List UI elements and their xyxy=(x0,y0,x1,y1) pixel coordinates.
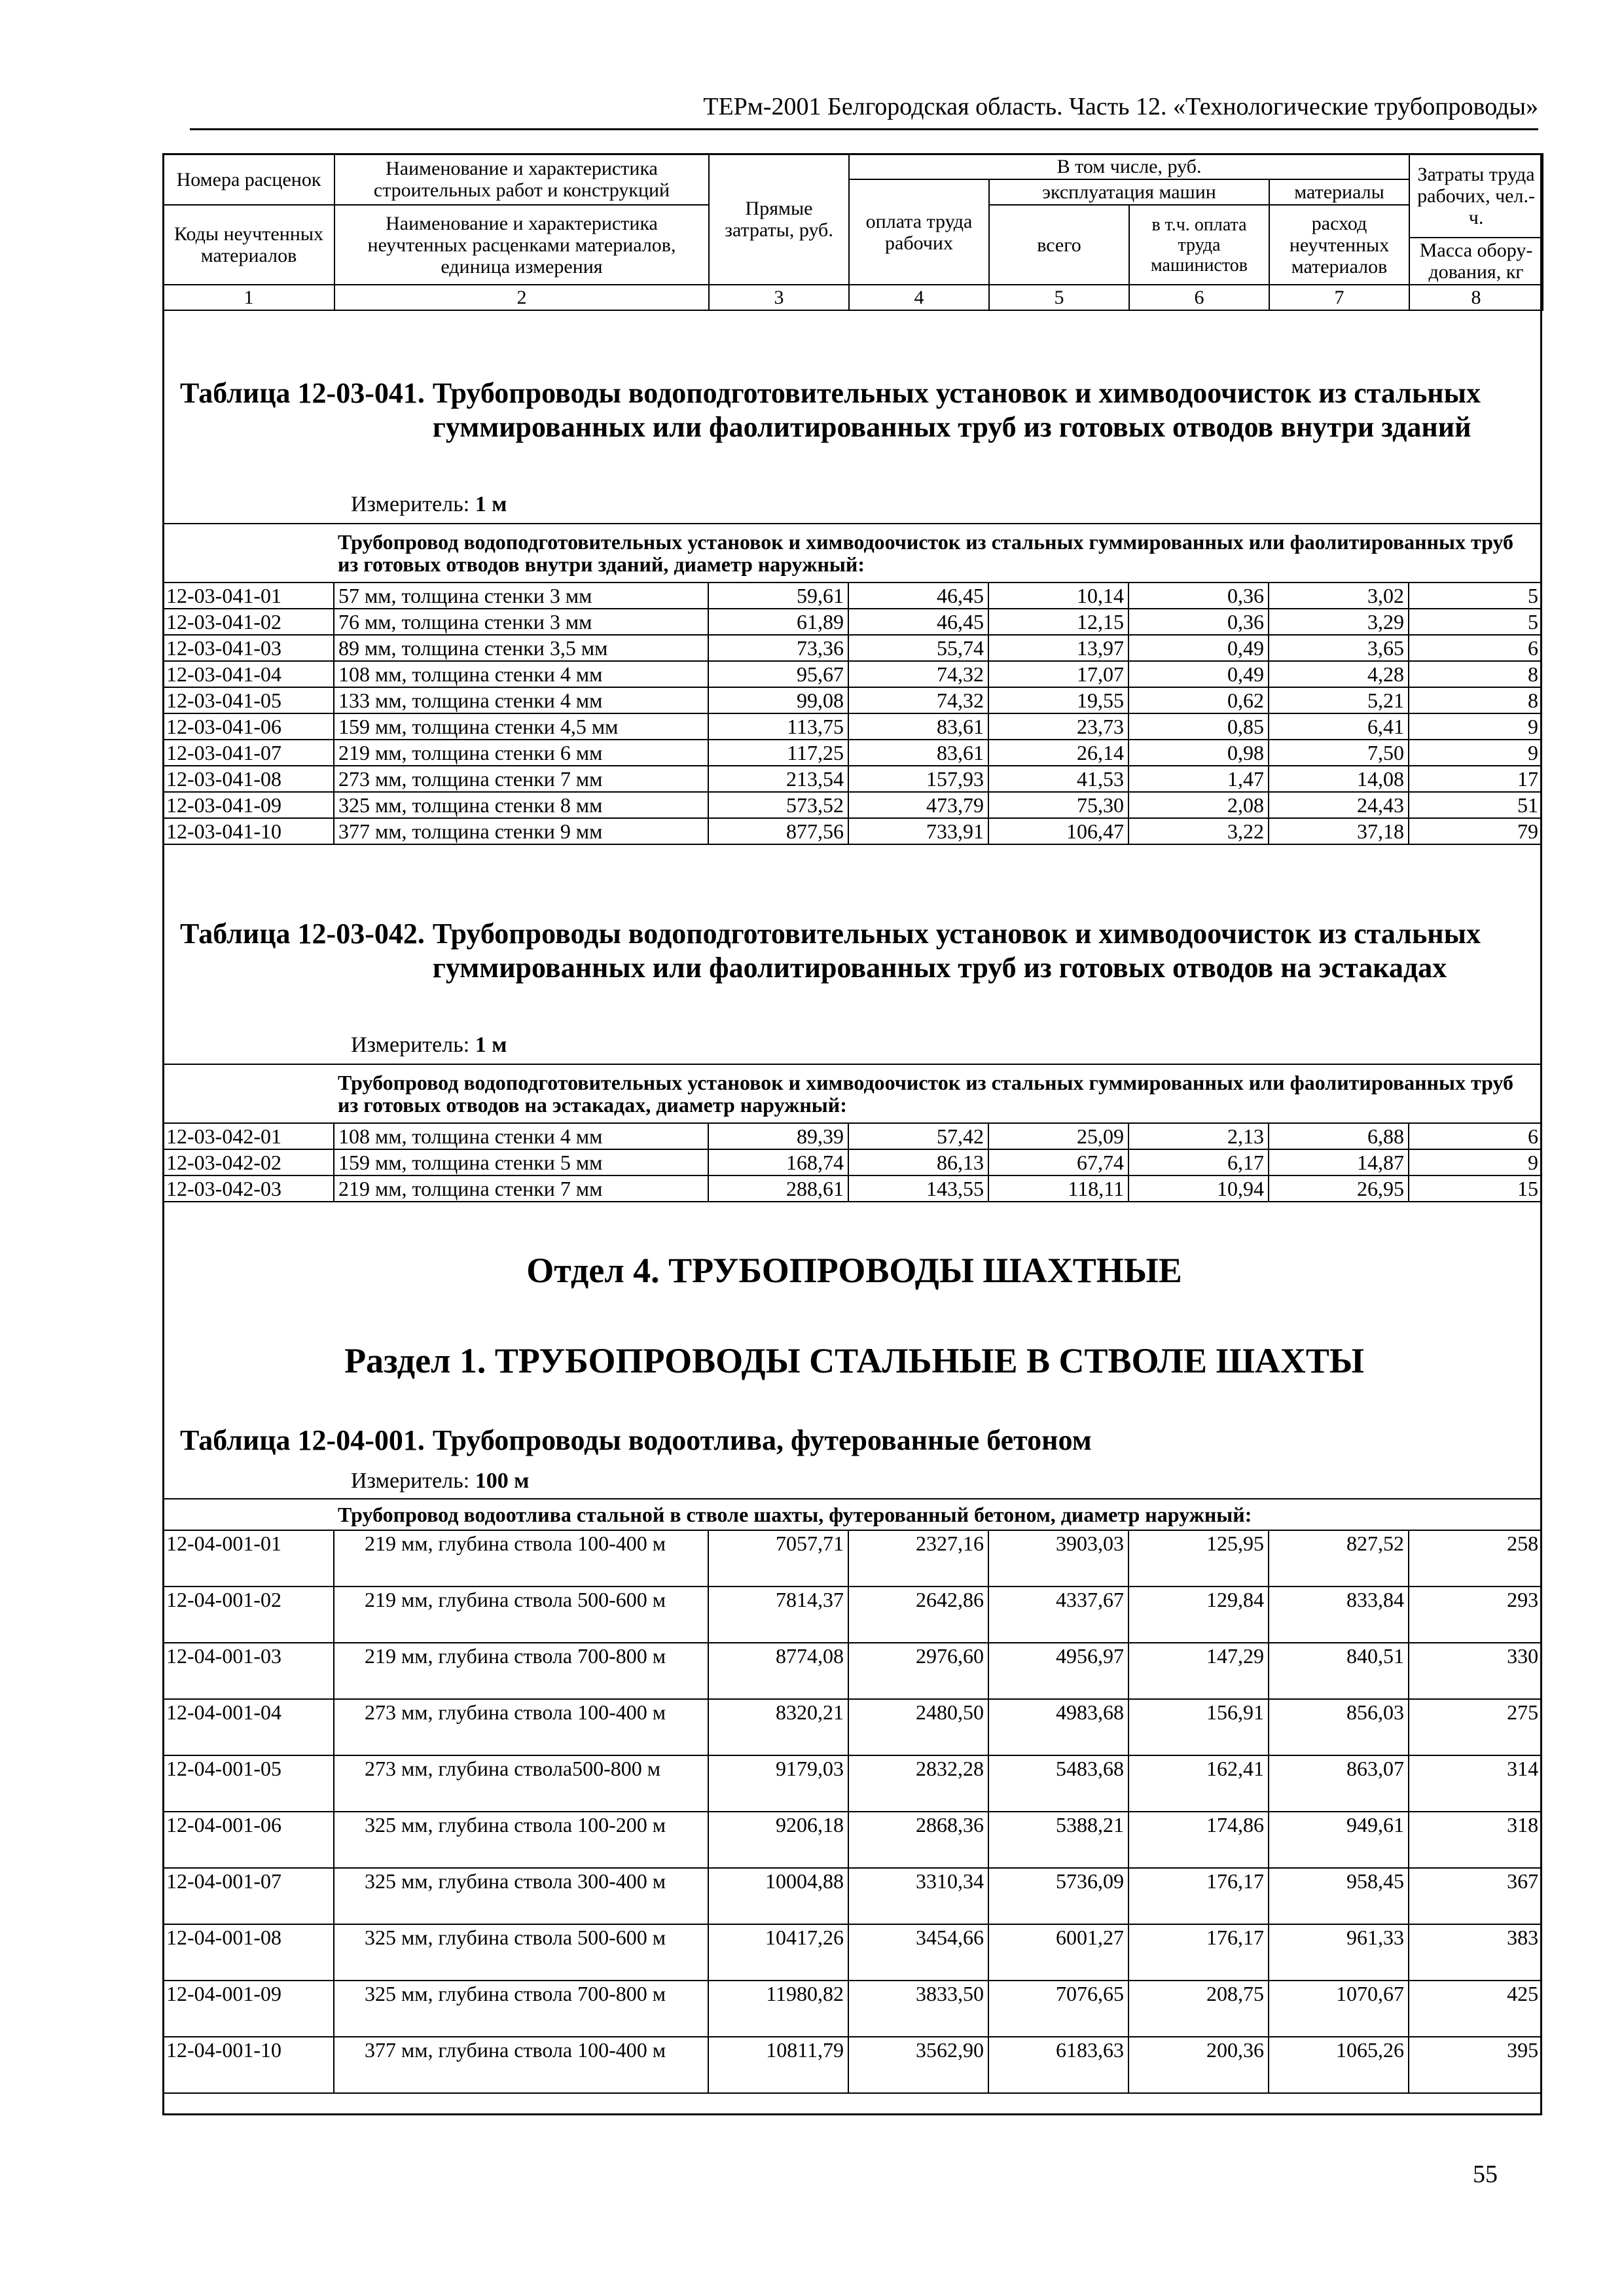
header-materials: материалы xyxy=(1269,179,1409,205)
cell-materials: 1065,26 xyxy=(1269,2037,1409,2093)
cell-labor-costs: 5 xyxy=(1409,583,1542,609)
header-material-consumption: расход неучтенных материалов xyxy=(1269,205,1409,285)
cell-labor-costs: 314 xyxy=(1409,1755,1542,1812)
cell-worker-pay: 46,45 xyxy=(848,583,988,609)
header-num-3: 3 xyxy=(709,285,849,310)
cell-direct-costs: 59,61 xyxy=(708,583,848,609)
table2-measure xyxy=(351,1032,507,1058)
cell-rate-code: 12-03-041-06 xyxy=(162,713,334,740)
cell-materials: 7,50 xyxy=(1269,740,1409,766)
cell-worker-pay: 3833,50 xyxy=(848,1981,988,2037)
header-num-8: 8 xyxy=(1409,285,1543,310)
cell-operator-pay: 0,62 xyxy=(1128,687,1269,713)
cell-work-description: 57 мм, толщина стенки 3 мм xyxy=(334,583,708,609)
cell-labor-costs: 17 xyxy=(1409,766,1542,792)
cell-operator-pay: 0,36 xyxy=(1128,609,1269,635)
cell-machines-total: 3903,03 xyxy=(988,1530,1128,1587)
cell-direct-costs: 73,36 xyxy=(708,635,848,661)
cell-materials: 840,51 xyxy=(1269,1643,1409,1699)
header-machines-total: всего xyxy=(989,205,1129,285)
cell-operator-pay: 156,91 xyxy=(1128,1699,1269,1755)
cell-operator-pay: 10,94 xyxy=(1128,1175,1269,1202)
table-row xyxy=(162,1699,1542,1755)
table-row xyxy=(162,1812,1542,1868)
cell-rate-code: 12-03-041-07 xyxy=(162,740,334,766)
cell-work-description: 108 мм, толщина стенки 4 мм xyxy=(334,661,708,687)
cell-work-description: 325 мм, глубина ствола 100-200 м xyxy=(334,1812,708,1868)
cell-worker-pay: 3454,66 xyxy=(848,1924,988,1981)
cell-work-description: 219 мм, глубина ствола 500-600 м xyxy=(334,1587,708,1643)
table2-measure-label: Измеритель: xyxy=(351,1033,470,1057)
cell-machines-total: 4337,67 xyxy=(988,1587,1128,1643)
cell-operator-pay: 125,95 xyxy=(1128,1530,1269,1587)
cell-worker-pay: 2868,36 xyxy=(848,1812,988,1868)
cell-direct-costs: 113,75 xyxy=(708,713,848,740)
cell-direct-costs: 9179,03 xyxy=(708,1755,848,1812)
cell-materials: 958,45 xyxy=(1269,1868,1409,1924)
cell-direct-costs: 573,52 xyxy=(708,792,848,818)
cell-labor-costs: 5 xyxy=(1409,609,1542,635)
division-title: Отдел 4. ТРУБОПРОВОДЫ ШАХТНЫЕ xyxy=(526,1251,1182,1290)
cell-worker-pay: 57,42 xyxy=(848,1123,988,1149)
cell-rate-code: 12-03-041-08 xyxy=(162,766,334,792)
cell-work-description: 273 мм, глубина ствола 100-400 м xyxy=(334,1699,708,1755)
cell-machines-total: 4983,68 xyxy=(988,1699,1128,1755)
cell-labor-costs: 9 xyxy=(1409,740,1542,766)
cell-direct-costs: 117,25 xyxy=(708,740,848,766)
cell-labor-costs: 275 xyxy=(1409,1699,1542,1755)
cell-materials: 4,28 xyxy=(1269,661,1409,687)
header-num-2: 2 xyxy=(334,285,709,310)
table-row xyxy=(162,1123,1542,1149)
table-row xyxy=(162,1149,1542,1175)
cell-operator-pay: 176,17 xyxy=(1128,1924,1269,1981)
cell-labor-costs: 51 xyxy=(1409,792,1542,818)
cell-rate-code: 12-04-001-03 xyxy=(162,1643,334,1699)
cell-worker-pay: 83,61 xyxy=(848,713,988,740)
table1-intro: Трубопровод водоподготовительных установок и химводоочисток из стальных гуммированных или фаолитированных труб из готовых отводов внутри зданий, диаметр наружный: xyxy=(334,524,1542,583)
cell-operator-pay: 129,84 xyxy=(1128,1587,1269,1643)
cell-machines-total: 17,07 xyxy=(988,661,1128,687)
table-row xyxy=(162,2037,1542,2093)
cell-machines-total: 6183,63 xyxy=(988,2037,1128,2093)
cell-direct-costs: 8320,21 xyxy=(708,1699,848,1755)
header-num-6: 6 xyxy=(1129,285,1269,310)
cell-work-description: 325 мм, глубина ствола 300-400 м xyxy=(334,1868,708,1924)
cell-worker-pay: 3310,34 xyxy=(848,1868,988,1924)
cell-work-description: 159 мм, толщина стенки 5 мм xyxy=(334,1149,708,1175)
cell-materials: 833,84 xyxy=(1269,1587,1409,1643)
cell-machines-total: 106,47 xyxy=(988,818,1128,844)
cell-work-description: 219 мм, толщина стенки 7 мм xyxy=(334,1175,708,1202)
cell-labor-costs: 6 xyxy=(1409,1123,1542,1149)
cell-direct-costs: 95,67 xyxy=(708,661,848,687)
cell-materials: 827,52 xyxy=(1269,1530,1409,1587)
cell-labor-costs: 425 xyxy=(1409,1981,1542,2037)
cell-materials: 26,95 xyxy=(1269,1175,1409,1202)
cell-rate-code: 12-04-001-10 xyxy=(162,2037,334,2093)
cell-materials: 6,41 xyxy=(1269,713,1409,740)
cell-rate-code: 12-04-001-01 xyxy=(162,1530,334,1587)
cell-operator-pay: 3,22 xyxy=(1128,818,1269,844)
cell-rate-code: 12-04-001-04 xyxy=(162,1699,334,1755)
cell-operator-pay: 6,17 xyxy=(1128,1149,1269,1175)
cell-operator-pay: 0,36 xyxy=(1128,583,1269,609)
cell-work-description: 89 мм, толщина стенки 3,5 мм xyxy=(334,635,708,661)
cell-work-description: 159 мм, толщина стенки 4,5 мм xyxy=(334,713,708,740)
header-equipment-mass: Масса обору-дования, кг xyxy=(1409,238,1543,285)
cell-rate-code: 12-03-041-09 xyxy=(162,792,334,818)
header-num-4: 4 xyxy=(849,285,989,310)
cell-rate-code: 12-03-041-05 xyxy=(162,687,334,713)
table1-grid xyxy=(162,523,1542,845)
table3-measure xyxy=(351,1468,529,1494)
cell-worker-pay: 46,45 xyxy=(848,609,988,635)
cell-worker-pay: 157,93 xyxy=(848,766,988,792)
cell-work-description: 273 мм, толщина стенки 7 мм xyxy=(334,766,708,792)
cell-direct-costs: 7814,37 xyxy=(708,1587,848,1643)
cell-rate-code: 12-03-041-02 xyxy=(162,609,334,635)
cell-work-description: 325 мм, глубина ствола 700-800 м xyxy=(334,1981,708,2037)
cell-work-description: 377 мм, глубина ствола 100-400 м xyxy=(334,2037,708,2093)
cell-direct-costs: 10811,79 xyxy=(708,2037,848,2093)
cell-direct-costs: 213,54 xyxy=(708,766,848,792)
cell-worker-pay: 2480,50 xyxy=(848,1699,988,1755)
cell-work-description: 377 мм, толщина стенки 9 мм xyxy=(334,818,708,844)
table2-title-text: Трубопроводы водоподготовительных установок и химводоочисток из стальных гуммированных или фаолитированных труб из готовых отводов на эстакадах xyxy=(432,918,1481,984)
table1-measure xyxy=(351,492,507,518)
cell-rate-code: 12-04-001-02 xyxy=(162,1587,334,1643)
table3-grid xyxy=(162,1498,1542,2094)
cell-labor-costs: 258 xyxy=(1409,1530,1542,1587)
cell-machines-total: 75,30 xyxy=(988,792,1128,818)
cell-materials: 3,29 xyxy=(1269,609,1409,635)
header-machine-operation: эксплуатация машин xyxy=(989,179,1269,205)
table3-measure-label: Измеритель: xyxy=(351,1469,470,1493)
cell-rate-code: 12-04-001-07 xyxy=(162,1868,334,1924)
table-row xyxy=(162,740,1542,766)
cell-machines-total: 67,74 xyxy=(988,1149,1128,1175)
header-work-name: Наименование и характеристика строительных работ и конструкций xyxy=(334,154,709,205)
running-head: ТЕРм-2001 Белгородская область. Часть 12. «Технологические трубопроводы» xyxy=(703,93,1538,120)
cell-materials: 5,21 xyxy=(1269,687,1409,713)
header-num-7: 7 xyxy=(1269,285,1409,310)
cell-materials: 37,18 xyxy=(1269,818,1409,844)
cell-worker-pay: 2327,16 xyxy=(848,1530,988,1587)
cell-direct-costs: 89,39 xyxy=(708,1123,848,1149)
cell-direct-costs: 10004,88 xyxy=(708,1868,848,1924)
cell-direct-costs: 11980,82 xyxy=(708,1981,848,2037)
table-row xyxy=(162,1924,1542,1981)
cell-machines-total: 118,11 xyxy=(988,1175,1128,1202)
table-row xyxy=(162,792,1542,818)
cell-work-description: 76 мм, толщина стенки 3 мм xyxy=(334,609,708,635)
table1-label: Таблица 12-03-041. xyxy=(180,377,425,409)
cell-machines-total: 12,15 xyxy=(988,609,1128,635)
cell-materials: 3,65 xyxy=(1269,635,1409,661)
cell-rate-code: 12-03-041-10 xyxy=(162,818,334,844)
header-rate-numbers: Номера расценок xyxy=(163,154,334,205)
cell-direct-costs: 10417,26 xyxy=(708,1924,848,1981)
cell-machines-total: 5483,68 xyxy=(988,1755,1128,1812)
cell-direct-costs: 168,74 xyxy=(708,1149,848,1175)
cell-worker-pay: 55,74 xyxy=(848,635,988,661)
cell-rate-code: 12-04-001-08 xyxy=(162,1924,334,1981)
table-row xyxy=(162,1755,1542,1812)
cell-machines-total: 26,14 xyxy=(988,740,1128,766)
cell-materials: 24,43 xyxy=(1269,792,1409,818)
cell-materials: 1070,67 xyxy=(1269,1981,1409,2037)
table-row xyxy=(162,583,1542,609)
cell-worker-pay: 143,55 xyxy=(848,1175,988,1202)
cell-rate-code: 12-04-001-05 xyxy=(162,1755,334,1812)
table3-title-text: Трубопроводы водоотлива, футерованные бетоном xyxy=(432,1424,1092,1456)
cell-operator-pay: 147,29 xyxy=(1128,1643,1269,1699)
cell-labor-costs: 318 xyxy=(1409,1812,1542,1868)
table-row xyxy=(162,1868,1542,1924)
header-num-5: 5 xyxy=(989,285,1129,310)
column-header xyxy=(162,153,1543,311)
header-operator-pay: в т.ч. оплата труда машинистов xyxy=(1129,205,1269,285)
cell-labor-costs: 383 xyxy=(1409,1924,1542,1981)
table-row xyxy=(162,1981,1542,2037)
cell-operator-pay: 176,17 xyxy=(1128,1868,1269,1924)
table-row xyxy=(162,766,1542,792)
cell-labor-costs: 8 xyxy=(1409,661,1542,687)
cell-materials: 856,03 xyxy=(1269,1699,1409,1755)
cell-direct-costs: 8774,08 xyxy=(708,1643,848,1699)
cell-labor-costs: 367 xyxy=(1409,1868,1542,1924)
cell-labor-costs: 9 xyxy=(1409,1149,1542,1175)
cell-labor-costs: 15 xyxy=(1409,1175,1542,1202)
cell-machines-total: 7076,65 xyxy=(988,1981,1128,2037)
cell-rate-code: 12-03-042-03 xyxy=(162,1175,334,1202)
cell-machines-total: 10,14 xyxy=(988,583,1128,609)
cell-operator-pay: 200,36 xyxy=(1128,2037,1269,2093)
section-title: Раздел 1. ТРУБОПРОВОДЫ СТАЛЬНЫЕ В СТВОЛЕ ШАХТЫ xyxy=(344,1341,1364,1380)
cell-direct-costs: 288,61 xyxy=(708,1175,848,1202)
table-row xyxy=(162,1643,1542,1699)
header-num-1: 1 xyxy=(163,285,334,310)
cell-work-description: 133 мм, толщина стенки 4 мм xyxy=(334,687,708,713)
table2-intro: Трубопровод водоподготовительных установок и химводоочисток из стальных гуммированных или фаолитированных труб из готовых отводов на эстакадах, диаметр наружный: xyxy=(334,1064,1542,1123)
table2-title xyxy=(180,917,1535,985)
cell-rate-code: 12-03-041-01 xyxy=(162,583,334,609)
table-row xyxy=(162,609,1542,635)
header-worker-pay: оплата труда рабочих xyxy=(849,179,989,285)
table-row xyxy=(162,1587,1542,1643)
cell-worker-pay: 83,61 xyxy=(848,740,988,766)
header-material-name: Наименование и характеристика неучтенных расценками материалов, единица измерения xyxy=(334,205,709,285)
cell-materials: 6,88 xyxy=(1269,1123,1409,1149)
cell-work-description: 325 мм, толщина стенки 8 мм xyxy=(334,792,708,818)
page-number: 55 xyxy=(1473,2161,1498,2188)
table-row xyxy=(162,635,1542,661)
cell-materials: 14,08 xyxy=(1269,766,1409,792)
table1-title-text: Трубопроводы водоподготовительных установок и химводоочисток из стальных гуммированных или фаолитированных труб из готовых отводов внутри зданий xyxy=(432,377,1481,443)
cell-materials: 961,33 xyxy=(1269,1924,1409,1981)
header-rule xyxy=(190,128,1538,130)
cell-rate-code: 12-03-042-01 xyxy=(162,1123,334,1149)
table-row xyxy=(162,687,1542,713)
cell-rate-code: 12-03-041-04 xyxy=(162,661,334,687)
cell-materials: 863,07 xyxy=(1269,1755,1409,1812)
cell-direct-costs: 99,08 xyxy=(708,687,848,713)
table3-title xyxy=(180,1424,1535,1458)
page-frame xyxy=(162,153,1542,2115)
cell-work-description: 219 мм, глубина ствола 100-400 м xyxy=(334,1530,708,1587)
table2-label: Таблица 12-03-042. xyxy=(180,918,425,950)
cell-worker-pay: 733,91 xyxy=(848,818,988,844)
table3-label: Таблица 12-04-001. xyxy=(180,1424,425,1456)
cell-direct-costs: 7057,71 xyxy=(708,1530,848,1587)
cell-worker-pay: 2976,60 xyxy=(848,1643,988,1699)
cell-work-description: 219 мм, глубина ствола 700-800 м xyxy=(334,1643,708,1699)
cell-direct-costs: 9206,18 xyxy=(708,1812,848,1868)
table1-title xyxy=(180,376,1535,444)
cell-operator-pay: 2,08 xyxy=(1128,792,1269,818)
cell-labor-costs: 293 xyxy=(1409,1587,1542,1643)
cell-labor-costs: 8 xyxy=(1409,687,1542,713)
cell-machines-total: 5736,09 xyxy=(988,1868,1128,1924)
header-material-codes: Коды неучтенных материалов xyxy=(163,205,334,285)
cell-operator-pay: 208,75 xyxy=(1128,1981,1269,2037)
cell-rate-code: 12-04-001-09 xyxy=(162,1981,334,2037)
cell-labor-costs: 6 xyxy=(1409,635,1542,661)
table-row xyxy=(162,1530,1542,1587)
cell-operator-pay: 2,13 xyxy=(1128,1123,1269,1149)
cell-work-description: 108 мм, толщина стенки 4 мм xyxy=(334,1123,708,1149)
cell-worker-pay: 3562,90 xyxy=(848,2037,988,2093)
cell-rate-code: 12-04-001-06 xyxy=(162,1812,334,1868)
cell-machines-total: 5388,21 xyxy=(988,1812,1128,1868)
cell-work-description: 219 мм, толщина стенки 6 мм xyxy=(334,740,708,766)
table2-grid xyxy=(162,1064,1542,1202)
cell-worker-pay: 473,79 xyxy=(848,792,988,818)
cell-machines-total: 6001,27 xyxy=(988,1924,1128,1981)
cell-worker-pay: 86,13 xyxy=(848,1149,988,1175)
cell-worker-pay: 74,32 xyxy=(848,687,988,713)
cell-operator-pay: 1,47 xyxy=(1128,766,1269,792)
cell-labor-costs: 79 xyxy=(1409,818,1542,844)
table1-measure-value: 1 м xyxy=(475,492,507,516)
cell-materials: 14,87 xyxy=(1269,1149,1409,1175)
cell-work-description: 325 мм, глубина ствола 500-600 м xyxy=(334,1924,708,1981)
cell-labor-costs: 395 xyxy=(1409,2037,1542,2093)
table-row xyxy=(162,661,1542,687)
table1-measure-label: Измеритель: xyxy=(351,492,470,516)
cell-operator-pay: 0,98 xyxy=(1128,740,1269,766)
cell-worker-pay: 2642,86 xyxy=(848,1587,988,1643)
cell-materials: 949,61 xyxy=(1269,1812,1409,1868)
cell-machines-total: 23,73 xyxy=(988,713,1128,740)
cell-worker-pay: 2832,28 xyxy=(848,1755,988,1812)
table3-measure-value: 100 м xyxy=(475,1469,530,1493)
cell-operator-pay: 0,49 xyxy=(1128,661,1269,687)
header-labor-costs: Затраты труда рабочих, чел.-ч. xyxy=(1409,154,1543,238)
cell-machines-total: 41,53 xyxy=(988,766,1128,792)
table-row xyxy=(162,1175,1542,1202)
cell-operator-pay: 174,86 xyxy=(1128,1812,1269,1868)
cell-rate-code: 12-03-042-02 xyxy=(162,1149,334,1175)
table-row xyxy=(162,713,1542,740)
header-including: В том числе, руб. xyxy=(849,154,1409,179)
cell-rate-code: 12-03-041-03 xyxy=(162,635,334,661)
cell-machines-total: 25,09 xyxy=(988,1123,1128,1149)
cell-operator-pay: 162,41 xyxy=(1128,1755,1269,1812)
cell-direct-costs: 61,89 xyxy=(708,609,848,635)
cell-machines-total: 13,97 xyxy=(988,635,1128,661)
table2-measure-value: 1 м xyxy=(475,1033,507,1057)
cell-labor-costs: 9 xyxy=(1409,713,1542,740)
cell-worker-pay: 74,32 xyxy=(848,661,988,687)
cell-materials: 3,02 xyxy=(1269,583,1409,609)
table-row xyxy=(162,818,1542,844)
cell-work-description: 273 мм, глубина ствола500-800 м xyxy=(334,1755,708,1812)
header-direct-costs: Прямые затраты, руб. xyxy=(709,154,849,285)
cell-labor-costs: 330 xyxy=(1409,1643,1542,1699)
cell-machines-total: 19,55 xyxy=(988,687,1128,713)
table3-intro: Трубопровод водоотлива стальной в стволе шахты, футерованный бетоном, диаметр наружный: xyxy=(334,1499,1542,1530)
cell-operator-pay: 0,49 xyxy=(1128,635,1269,661)
cell-direct-costs: 877,56 xyxy=(708,818,848,844)
cell-operator-pay: 0,85 xyxy=(1128,713,1269,740)
cell-machines-total: 4956,97 xyxy=(988,1643,1128,1699)
